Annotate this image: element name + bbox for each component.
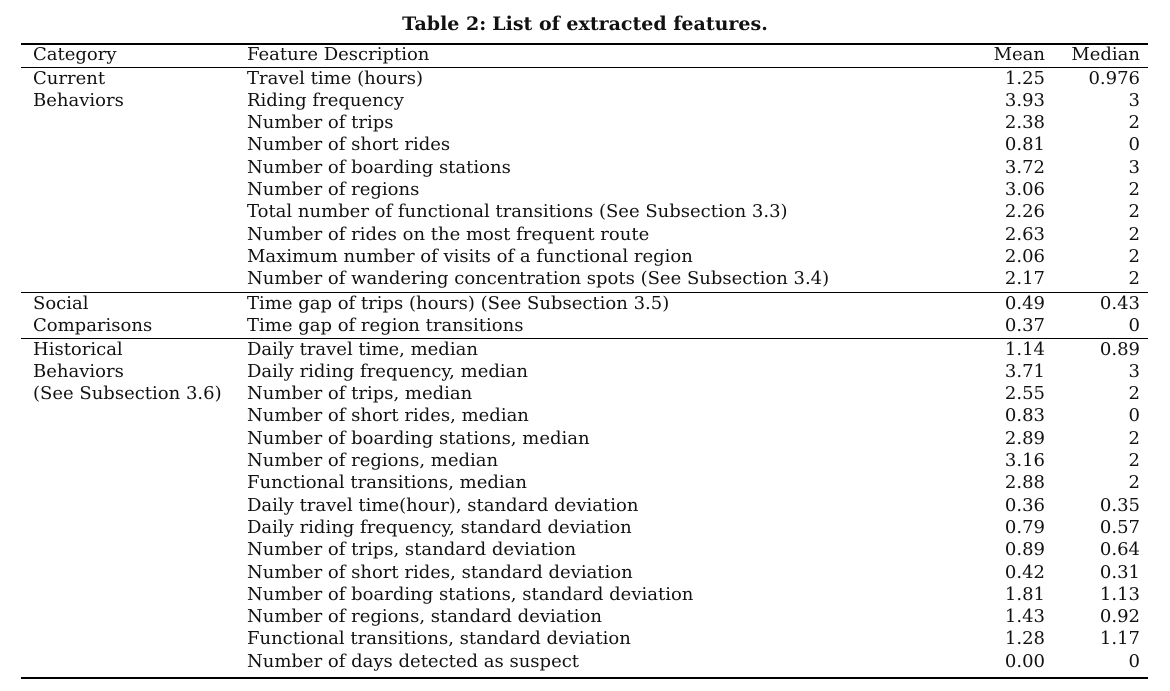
table-row [0, 134, 1170, 156]
row-mean: 2.55 [1004, 383, 1045, 405]
table-row [0, 428, 1170, 450]
row-description: Total number of functional transitions (See Subsection 3.3) [247, 201, 788, 223]
row-description: Daily travel time(hour), standard deviation [247, 494, 639, 516]
table-row [0, 651, 1170, 673]
row-mean: 2.63 [1004, 223, 1045, 245]
table-row [0, 383, 1170, 405]
row-category: Social [33, 292, 89, 314]
row-mean: 2.26 [1004, 201, 1045, 223]
header-mean: Mean [993, 44, 1045, 65]
row-mean: 3.06 [1004, 179, 1045, 200]
row-median: 1.13 [1099, 583, 1140, 605]
row-mean: 1.81 [1004, 583, 1045, 605]
row-description: Maximum number of visits of a functional region [247, 245, 693, 267]
table-row [0, 405, 1170, 427]
group-rule-social [21, 292, 1148, 293]
row-description: Daily riding frequency, standard deviation [247, 516, 632, 538]
table-row [0, 584, 1170, 606]
table-row [0, 157, 1170, 179]
row-median: 3 [1128, 89, 1140, 111]
row-description: Number of short rides [247, 134, 451, 156]
row-description: Riding frequency [247, 89, 404, 111]
table-row [0, 268, 1170, 290]
row-description: Daily riding frequency, median [247, 360, 528, 382]
row-description: Number of trips, standard deviation [247, 539, 577, 561]
row-median: 0.89 [1099, 338, 1140, 360]
row-description: Number of trips, median [247, 383, 473, 405]
table-row [0, 361, 1170, 383]
table-row [0, 472, 1170, 494]
row-mean: 0.37 [1004, 314, 1045, 336]
row-mean: 0.89 [1004, 539, 1045, 561]
table-row [0, 517, 1170, 539]
row-median: 2 [1128, 179, 1140, 200]
row-mean: 0.79 [1004, 516, 1045, 538]
row-median: 2 [1128, 472, 1140, 494]
row-category: (See Subsection 3.6) [33, 383, 222, 405]
group-rule-historical [21, 338, 1148, 339]
row-median: 3 [1128, 156, 1140, 178]
row-description: Daily travel time, median [247, 338, 478, 360]
row-description: Travel time (hours) [247, 67, 423, 89]
row-mean: 2.38 [1004, 112, 1045, 134]
table-row [0, 179, 1170, 201]
row-description: Number of regions, standard deviation [247, 606, 602, 628]
row-mean: 3.16 [1004, 450, 1045, 471]
row-description: Number of trips [247, 112, 394, 134]
table-caption [0, 12, 1170, 36]
bottom-rule [21, 677, 1148, 679]
table-row [0, 293, 1170, 315]
table-row [0, 628, 1170, 650]
row-mean: 2.88 [1004, 472, 1045, 494]
row-median: 2 [1128, 245, 1140, 267]
row-median: 3 [1128, 360, 1140, 382]
row-median: 2 [1128, 383, 1140, 405]
row-description: Number of boarding stations, standard deviation [247, 583, 694, 605]
table-caption-text: List of extracted features. [492, 13, 768, 35]
row-category: Behaviors [33, 360, 124, 382]
row-median: 1.17 [1099, 628, 1140, 650]
row-description: Number of regions, median [247, 450, 499, 471]
row-median: 2 [1128, 112, 1140, 134]
row-category: Current [33, 67, 106, 89]
table-row [0, 606, 1170, 628]
row-mean: 0.42 [1004, 561, 1045, 583]
row-median: 0.31 [1099, 561, 1140, 583]
row-mean: 0.83 [1004, 405, 1045, 427]
table-row [0, 495, 1170, 517]
row-median: 0.64 [1099, 539, 1140, 561]
row-mean: 2.06 [1004, 245, 1045, 267]
table-row [0, 224, 1170, 246]
table-row [0, 201, 1170, 223]
row-category: Historical [33, 338, 123, 360]
row-description: Functional transitions, median [247, 472, 527, 494]
table-header-row [0, 44, 1170, 66]
row-mean: 0.36 [1004, 494, 1045, 516]
row-median: 0.92 [1099, 606, 1140, 628]
row-median: 2 [1128, 268, 1140, 290]
row-median: 0.976 [1088, 67, 1140, 89]
row-mean: 1.28 [1004, 628, 1045, 650]
row-median: 0 [1128, 314, 1140, 336]
row-description: Number of days detected as suspect [247, 650, 580, 672]
header-category: Category [33, 44, 117, 65]
row-mean: 1.43 [1004, 606, 1045, 628]
row-description: Number of short rides, median [247, 405, 529, 427]
row-median: 2 [1128, 427, 1140, 449]
header-description: Feature Description [247, 44, 430, 65]
row-mean: 0.00 [1004, 650, 1045, 672]
row-median: 2 [1128, 450, 1140, 471]
row-median: 0 [1128, 650, 1140, 672]
row-mean: 2.17 [1004, 268, 1045, 290]
table-caption-label: Table 2: [402, 13, 487, 35]
table-row [0, 112, 1170, 134]
table-row [0, 246, 1170, 268]
row-median: 0 [1128, 134, 1140, 156]
table-row [0, 339, 1170, 361]
table-row [0, 539, 1170, 561]
table-row [0, 450, 1170, 472]
row-median: 0.43 [1099, 292, 1140, 314]
row-median: 2 [1128, 223, 1140, 245]
row-description: Number of boarding stations [247, 156, 511, 178]
row-mean: 2.89 [1004, 427, 1045, 449]
table-row [0, 90, 1170, 112]
row-median: 0.57 [1099, 516, 1140, 538]
row-description: Number of wandering concentration spots (See Subsection 3.4) [247, 268, 830, 290]
table-row [0, 68, 1170, 90]
table-row [0, 562, 1170, 584]
row-median: 0 [1128, 405, 1140, 427]
row-category: Behaviors [33, 89, 124, 111]
row-category: Comparisons [33, 314, 153, 336]
row-mean: 0.49 [1004, 292, 1045, 314]
row-description: Number of rides on the most frequent route [247, 223, 650, 245]
table-row [0, 315, 1170, 337]
row-median: 0.35 [1099, 494, 1140, 516]
row-mean: 1.14 [1004, 338, 1045, 360]
header-median: Median [1071, 44, 1140, 65]
row-description: Number of regions [247, 179, 420, 200]
row-mean: 3.72 [1004, 156, 1045, 178]
row-description: Time gap of region transitions [247, 314, 524, 336]
row-description: Functional transitions, standard deviation [247, 628, 631, 650]
row-mean: 1.25 [1004, 67, 1045, 89]
row-median: 2 [1128, 201, 1140, 223]
row-mean: 3.71 [1004, 360, 1045, 382]
row-description: Time gap of trips (hours) (See Subsection 3.5) [247, 292, 670, 314]
row-description: Number of short rides, standard deviation [247, 561, 633, 583]
row-mean: 0.81 [1004, 134, 1045, 156]
row-description: Number of boarding stations, median [247, 427, 590, 449]
row-mean: 3.93 [1004, 89, 1045, 111]
